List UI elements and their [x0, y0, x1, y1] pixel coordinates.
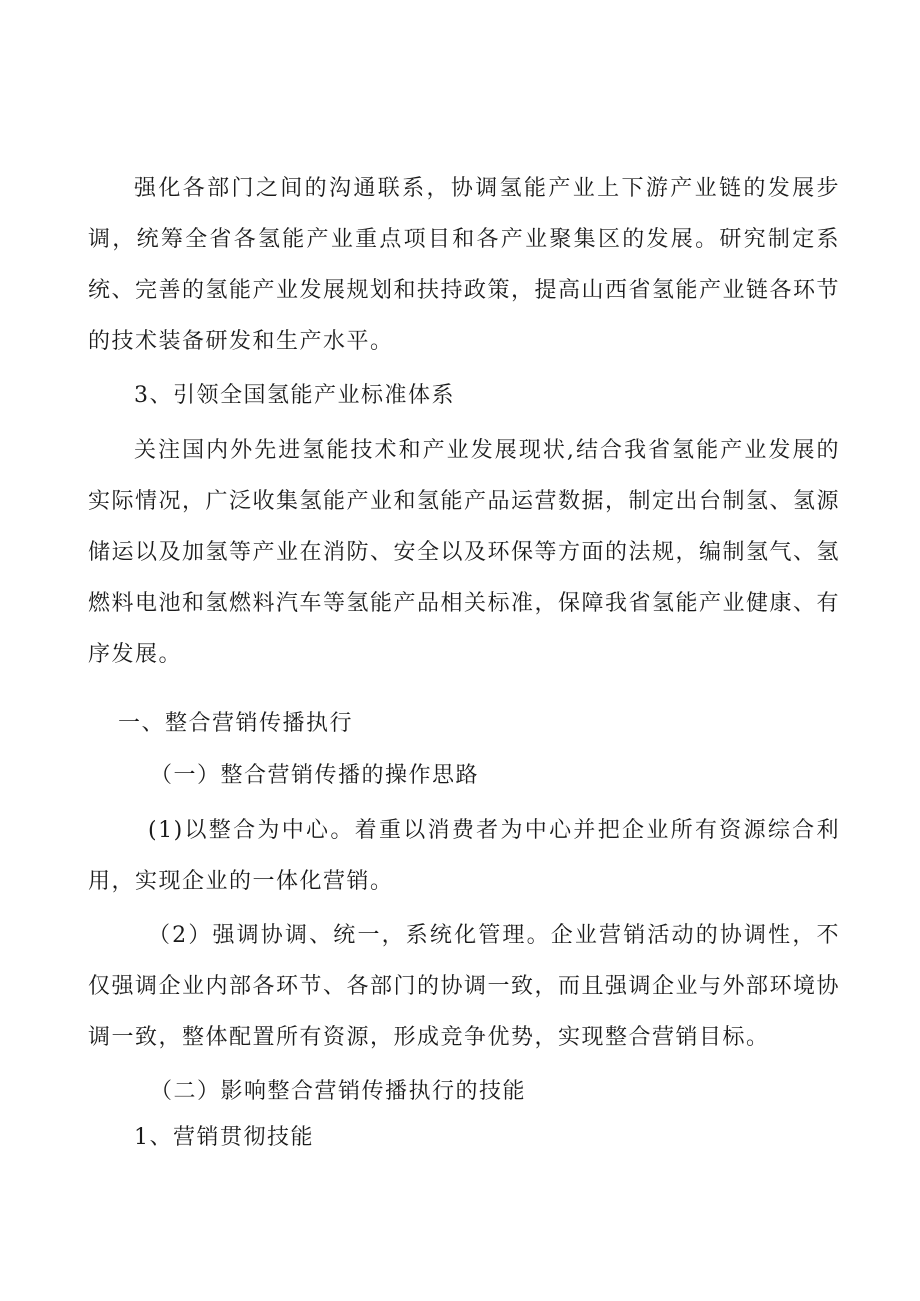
subsection-heading-approach: （一）整合营销传播的操作思路 [150, 763, 480, 788]
heading-standard-system: 3、引领全国氢能产业标准体系 [134, 383, 455, 408]
paragraph-standards: 关注国内外先进氢能技术和产业发展现状,结合我省氢能产业发展的实际情况，广泛收集氢能产业和氢能产品运营数据，制定出台制氢、氢源储运以及加氢等产业在消防、安全以及环保等方面的法规，编制氢气、氢燃料电池和氢燃料汽车等氢能产品相关标准，保障我省氢能产业健康、有序发展。 [88, 438, 841, 667]
paragraph-coordination: 强化各部门之间的沟通联系，协调氢能产业上下游产业链的发展步调，统筹全省各氢能产业重点项目和各产业聚集区的发展。研究制定系统、完善的氢能产业发展规划和扶持政策，提高山西省氢能产业链各环节的技术装备研发和生产水平。 [88, 176, 841, 354]
paragraph-coordination-management: （2）强调协调、统一，系统化管理。企业营销活动的协调性，不仅强调企业内部各环节、各部门的协调一致，而且强调企业与外部环境协调一致，整体配置所有资源，形成竞争优势，实现整合营销目标。 [88, 923, 841, 1050]
paragraph-integration-center: (1)以整合为中心。着重以消费者为中心并把企业所有资源综合利用，实现企业的一体化营销。 [88, 818, 840, 894]
item-marketing-skill: 1、营销贯彻技能 [134, 1125, 314, 1150]
section-heading-integrated-marketing: 一、整合营销传播执行 [118, 711, 354, 736]
subsection-heading-skills: （二）影响整合营销传播执行的技能 [150, 1079, 527, 1104]
